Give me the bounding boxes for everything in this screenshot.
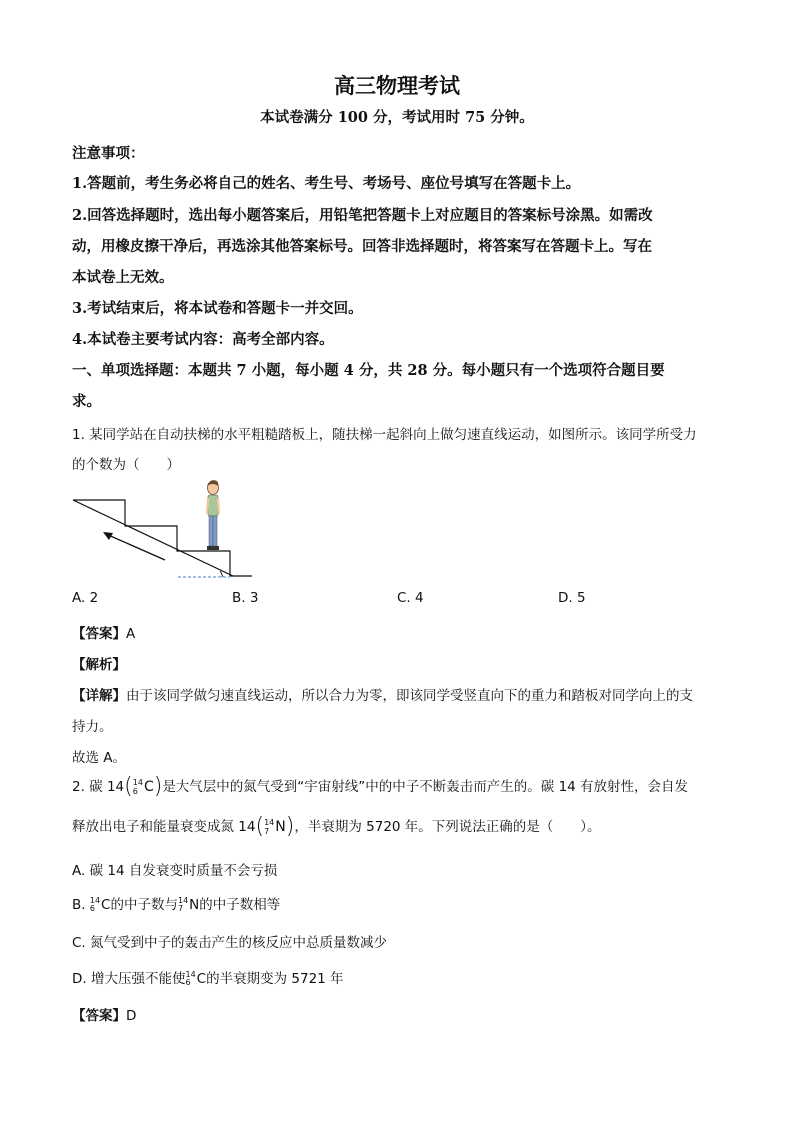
q1-detail-line-2: 持力。 <box>72 719 113 735</box>
nitrogen-mass-number: 14 <box>264 818 275 827</box>
q2-option-b-mid: 的中子数与 <box>110 897 178 913</box>
notes-heading: 注意事项： <box>72 145 145 162</box>
carbon-symbol-d: C <box>196 971 207 987</box>
page-title: 高三物理考试 <box>334 73 460 98</box>
nitrogen-14-nuclide: ( 14 7 N) <box>255 814 295 839</box>
section-heading-line-2: 求。 <box>72 393 101 410</box>
q2-option-c: C. 氮气受到中子的轰击产生的核反应中总质量数减少 <box>72 935 388 951</box>
nitrogen-symbol: N <box>275 819 286 835</box>
q1-option-b: B. 3 <box>232 590 259 606</box>
carbon-symbol: C <box>143 779 154 795</box>
q2-option-a: A. 碳 14 自发衰变时质量不会亏损 <box>72 863 278 879</box>
carbon-iso-b: 14 6 <box>89 896 101 913</box>
q1-option-a: A. 2 <box>72 590 99 606</box>
nitrogen-symbol-b: N <box>189 897 200 913</box>
note-item-1: 1.答题前，考生务必将自己的姓名、考生号、考场号、座位号填写在答题卡上。 <box>72 175 581 192</box>
q1-answer-line <box>72 622 135 642</box>
q2-option-b-label: B. <box>72 897 86 913</box>
q1-detail-line-1 <box>72 684 693 704</box>
note-item-2-line-1: 2.回答选择题时，选出每小题答案后，用铅笔把答题卡上对应题目的答案标号涂黑。如需改 <box>72 207 653 224</box>
q2-stem-2b: ，半衰期为 5720 年。下列说法正确的是（ ）。 <box>294 819 601 835</box>
q2-answer-line <box>72 1004 136 1024</box>
q2-option-d-end: 的半衰期变为 5721 年 <box>206 971 344 987</box>
escalator-figure <box>70 476 260 582</box>
q1-analysis-tag <box>72 653 126 673</box>
q1-detail-text: 由于该同学做匀速直线运动，所以合力为零，即该同学受竖直向下的重力和踏板对同学向上的支 <box>126 688 693 704</box>
nitrogen-atomic-number: 7 <box>264 827 270 836</box>
student-figure <box>207 480 219 550</box>
carbon-symbol-b: C <box>101 897 111 913</box>
q2-stem-1a: 2. 碳 14 <box>72 779 125 795</box>
q1-option-d: D. 5 <box>558 590 586 606</box>
q1-option-c: C. 4 <box>397 590 424 606</box>
q2-stem-1b: 是大气层中的氮气受到“宇宙射线”中的中子不断轰击而产生的。碳 14 有放射性，会自发 <box>162 779 689 795</box>
carbon-atomic-number: 6 <box>132 787 138 796</box>
q1-conclusion: 故选 A。 <box>72 750 127 766</box>
note-item-4: 4.本试卷主要考试内容：高考全部内容。 <box>72 331 334 348</box>
carbon-iso-d: 14 6 <box>185 970 196 987</box>
q1-analysis-label: 【解析】 <box>72 657 126 673</box>
page-subtitle: 本试卷满分 100 分，考试用时 75 分钟。 <box>260 109 534 126</box>
q1-answer-tag: 【答案】 <box>72 626 126 642</box>
carbon-14-nuclide: ( 14 6 C) <box>124 774 163 799</box>
q2-answer: D <box>126 1008 137 1024</box>
q2-stem-line-2 <box>72 814 601 840</box>
q2-option-b <box>72 893 280 913</box>
q1-stem-line-2: 的个数为（ ） <box>72 457 180 473</box>
q2-option-b-end: 的中子数相等 <box>199 897 281 913</box>
q1-detail-tag: 【详解】 <box>72 688 126 704</box>
section-heading-line-1: 一、单项选择题：本题共 7 小题，每小题 4 分，共 28 分。每小题只有一个选项符合题目要 <box>72 362 665 379</box>
q2-answer-tag: 【答案】 <box>72 1008 126 1024</box>
q1-stem-line-1: 1. 某同学站在自动扶梯的水平粗糙踏板上，随扶梯一起斜向上做匀速直线运动，如图所示。该同学所受力 <box>72 427 697 443</box>
q2-stem-2a: 释放出电子和能量衰变成氮 14 <box>72 819 256 835</box>
q2-stem-line-1 <box>72 774 688 800</box>
q2-option-d <box>72 967 344 987</box>
note-item-3: 3.考试结束后，将本试卷和答题卡一并交回。 <box>72 300 363 317</box>
note-item-2-line-3: 本试卷上无效。 <box>72 269 174 286</box>
q2-option-d-start: D. 增大压强不能使 <box>72 971 186 987</box>
nitrogen-iso-b: 14 7 <box>177 896 189 913</box>
carbon-mass-number: 14 <box>132 778 143 787</box>
note-item-2-line-2: 动，用橡皮擦干净后，再选涂其他答案标号。回答非选择题时，将答案写在答题卡上。写在 <box>72 238 652 255</box>
q1-answer: A <box>126 626 136 642</box>
